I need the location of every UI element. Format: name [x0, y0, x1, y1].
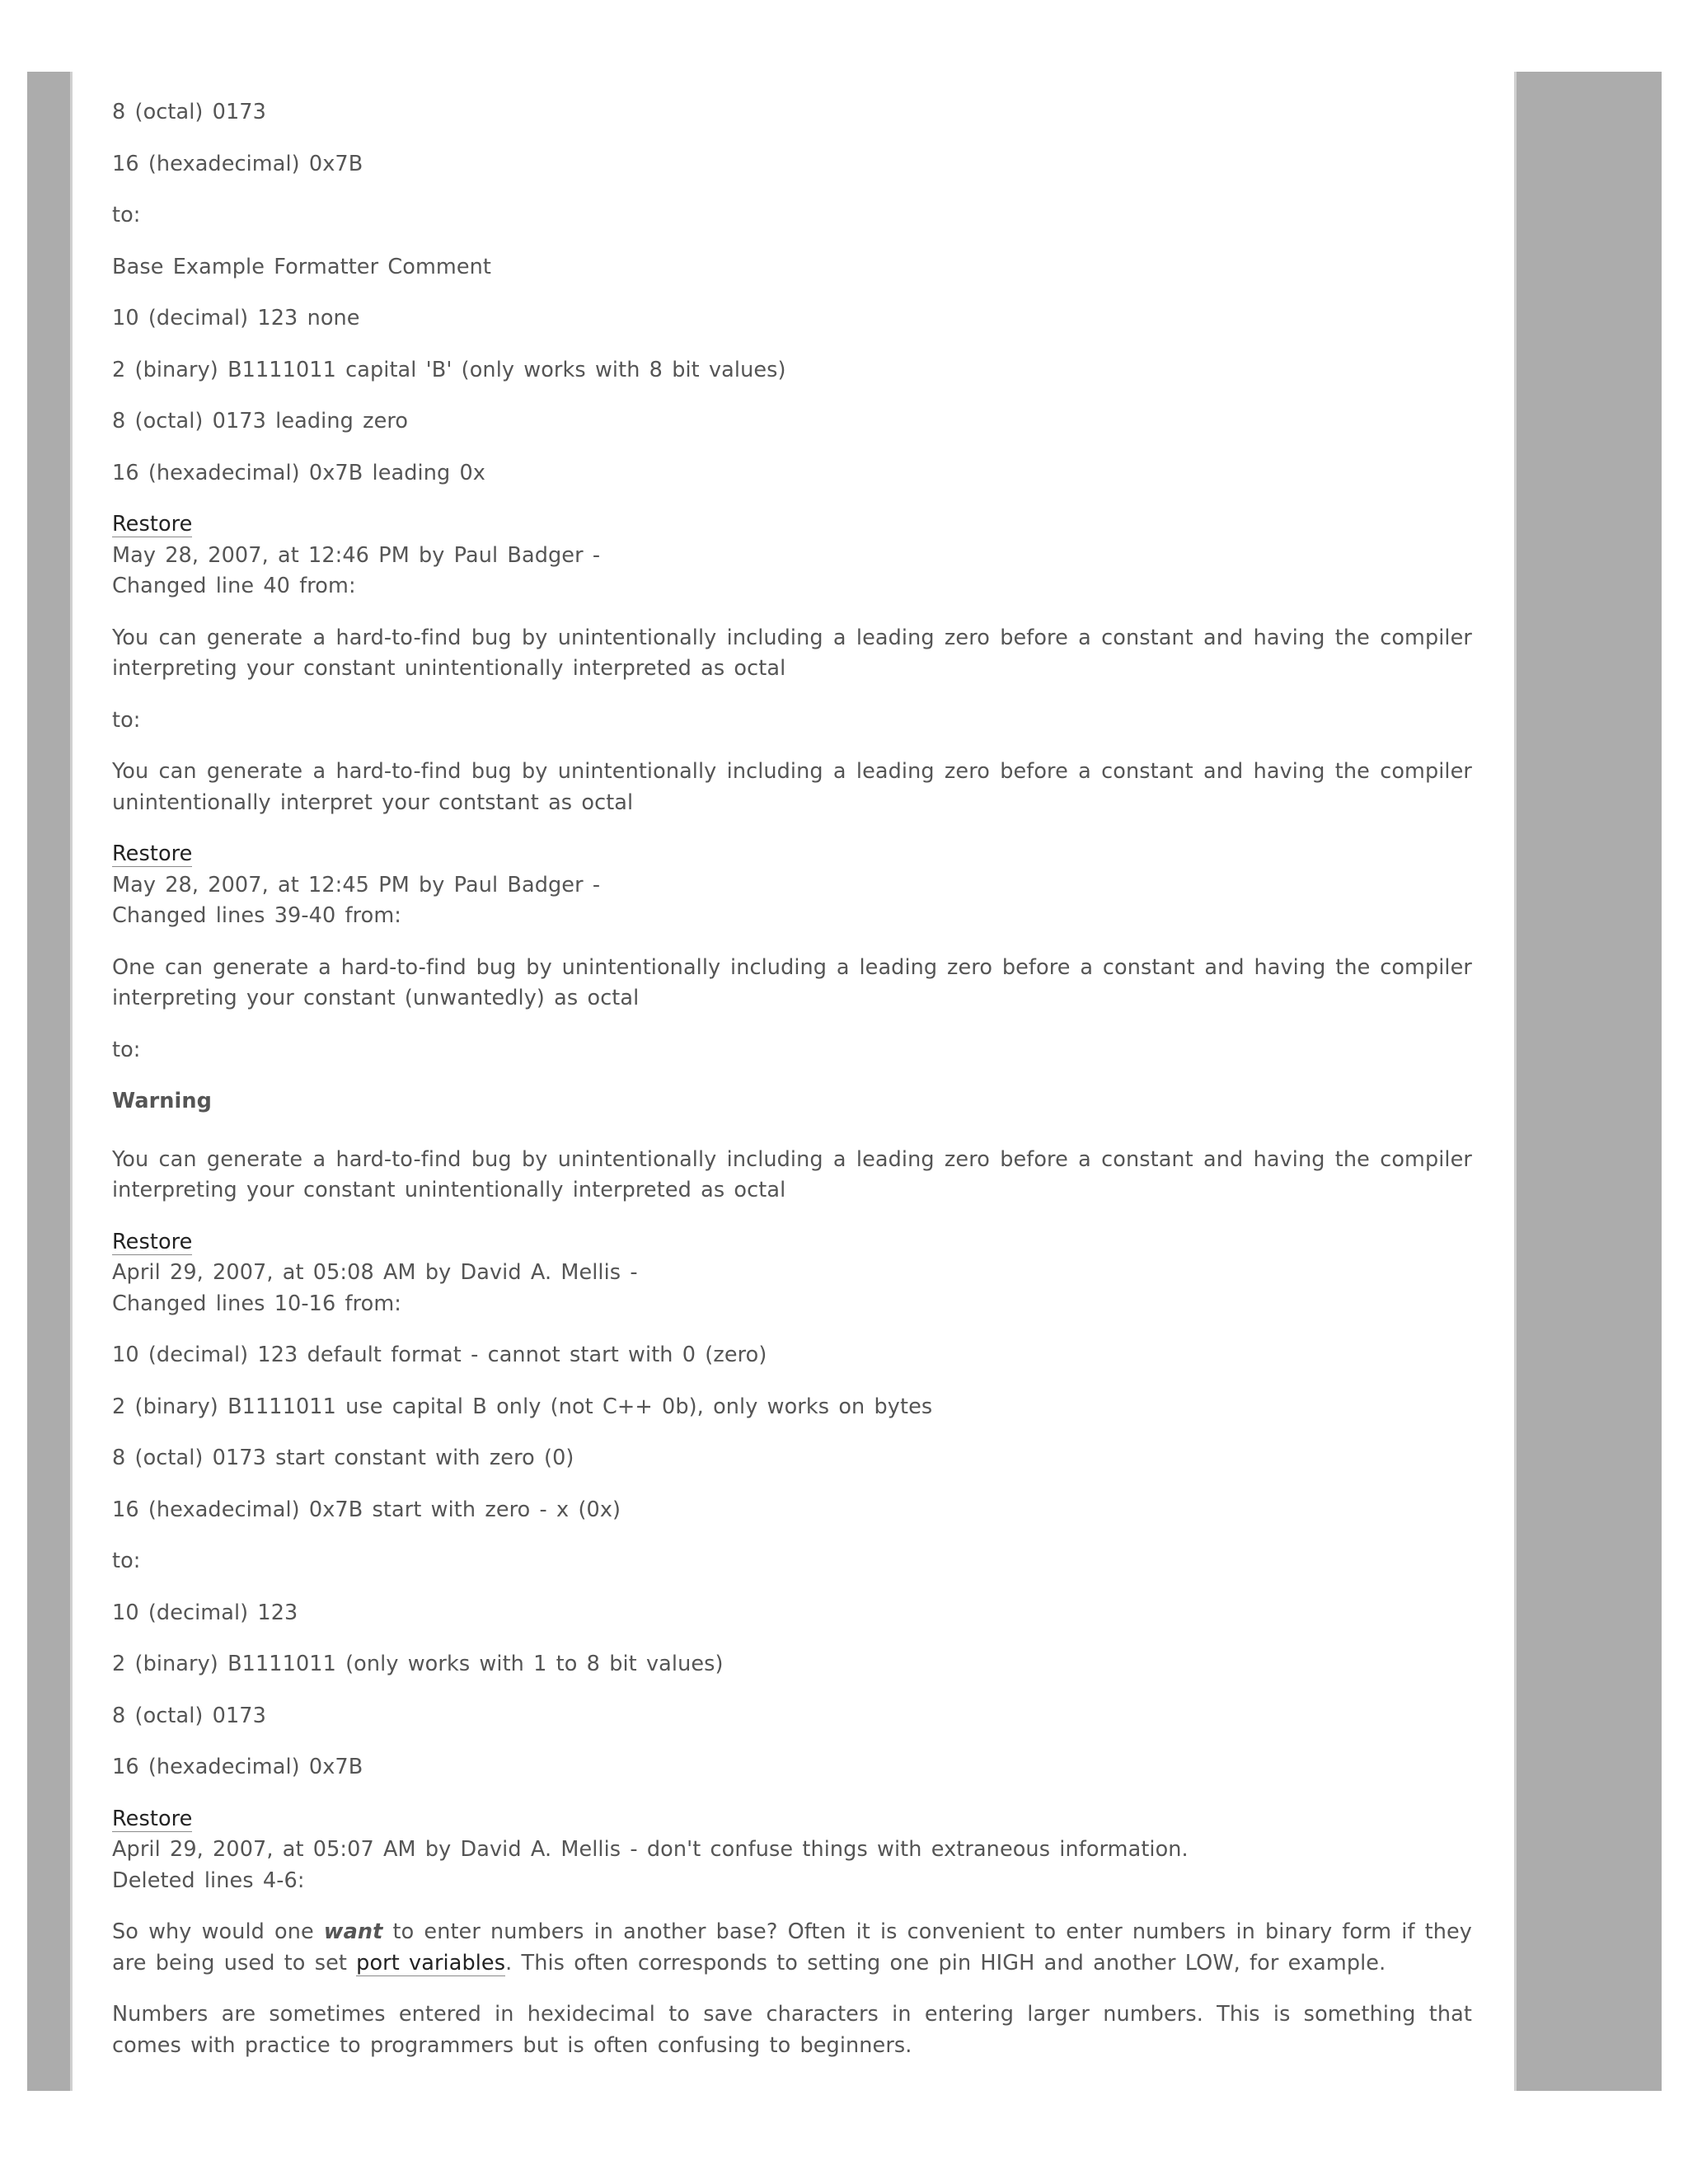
revision-change: Changed lines 10-16 from: — [112, 1291, 401, 1316]
history-line: 16 (hexadecimal) 0x7B — [112, 151, 363, 176]
revision-header — [112, 1227, 1472, 1320]
diff-to-line: 16 (hexadecimal) 0x7B — [112, 1755, 363, 1779]
diff-from-text: One can generate a hard-to-find bug by unintentionally including a leading zero before a constant and having the compiler interpreting your constant (unwantedly) as octal — [112, 954, 1472, 1010]
diff-from-text: You can generate a hard-to-find bug by unintentionally including a leading zero before a constant and having the compiler interpreting your constant unintentionally interpreted as octal — [112, 625, 1472, 681]
history-line: 8 (octal) 0173 — [112, 100, 266, 124]
emphasis-want: want — [323, 1919, 383, 1944]
diff-from-line: 16 (hexadecimal) 0x7B start with zero - x (0x) — [112, 1497, 621, 1522]
diff-to-line: 10 (decimal) 123 — [112, 1600, 298, 1625]
diff-to-line: 2 (binary) B1111011 (only works with 1 to 8 bit values) — [112, 1652, 724, 1676]
history-line: 16 (hexadecimal) 0x7B leading 0x — [112, 460, 485, 485]
right-sidebar — [1514, 72, 1662, 2091]
paragraph-text: to enter numbers in another base? Often it is convenient to enter numbers in binary form if they are being used to set — [112, 1919, 1472, 1975]
diff-from-line: 2 (binary) B1111011 use capital B only (not C++ 0b), only works on bytes — [112, 1394, 933, 1419]
diff-to-text: You can generate a hard-to-find bug by unintentionally including a leading zero before a constant and having the compiler unintentionally interpret your contstant as octal — [112, 759, 1472, 815]
deleted-paragraph: Numbers are sometimes entered in hexidecimal to save characters in entering larger numbers. This is something that comes with practice to programmers but is often confusing to beginners. — [112, 2002, 1472, 2058]
restore-link[interactable]: Restore — [112, 1806, 193, 1831]
diff-to-text: You can generate a hard-to-find bug by unintentionally including a leading zero before a constant and having the compiler interpreting your constant unintentionally interpreted as octal — [112, 1146, 1472, 1202]
port-variables-link[interactable]: port variables — [356, 1950, 506, 1975]
diff-to-label: to: — [112, 1549, 141, 1573]
history-line: 2 (binary) B1111011 capital 'B' (only works with 8 bit values) — [112, 357, 786, 382]
restore-link[interactable]: Restore — [112, 841, 193, 866]
diff-from-line: 10 (decimal) 123 default format - cannot start with 0 (zero) — [112, 1343, 767, 1367]
revision-change: Changed line 40 from: — [112, 574, 356, 598]
diff-to-line: 8 (octal) 0173 — [112, 1703, 266, 1728]
restore-link[interactable]: Restore — [112, 1229, 193, 1254]
history-line: to: — [112, 203, 141, 227]
paragraph-text: So why would one — [112, 1919, 324, 1944]
revision-meta: May 28, 2007, at 12:45 PM by Paul Badger - — [112, 872, 601, 898]
revision-meta: April 29, 2007, at 05:07 AM by David A. Mellis - don't confuse things with extraneous information. — [112, 1837, 1189, 1862]
page-history-content — [112, 97, 1472, 2082]
revision-change: Changed lines 39-40 from: — [112, 903, 401, 928]
history-line: 10 (decimal) 123 none — [112, 306, 360, 330]
left-sidebar — [27, 72, 73, 2091]
diff-to-label: to: — [112, 707, 141, 733]
warning-heading: Warning — [112, 1089, 213, 1113]
diff-from-line: 8 (octal) 0173 start constant with zero (0) — [112, 1446, 574, 1470]
deleted-paragraph — [112, 1917, 1472, 1979]
revision-meta: April 29, 2007, at 05:08 AM by David A. Mellis - — [112, 1260, 638, 1285]
restore-link[interactable]: Restore — [112, 512, 193, 537]
history-line: 8 (octal) 0173 leading zero — [112, 409, 409, 434]
diff-to-label: to: — [112, 1037, 141, 1062]
revision-header — [112, 839, 1472, 932]
history-line: Base Example Formatter Comment — [112, 254, 492, 279]
revision-header — [112, 1804, 1472, 1897]
paragraph-text: . This often corresponds to setting one pin HIGH and another LOW, for example. — [505, 1950, 1386, 1975]
revision-header — [112, 509, 1472, 602]
revision-change: Deleted lines 4-6: — [112, 1868, 305, 1893]
revision-meta: May 28, 2007, at 12:46 PM by Paul Badger - — [112, 542, 601, 568]
